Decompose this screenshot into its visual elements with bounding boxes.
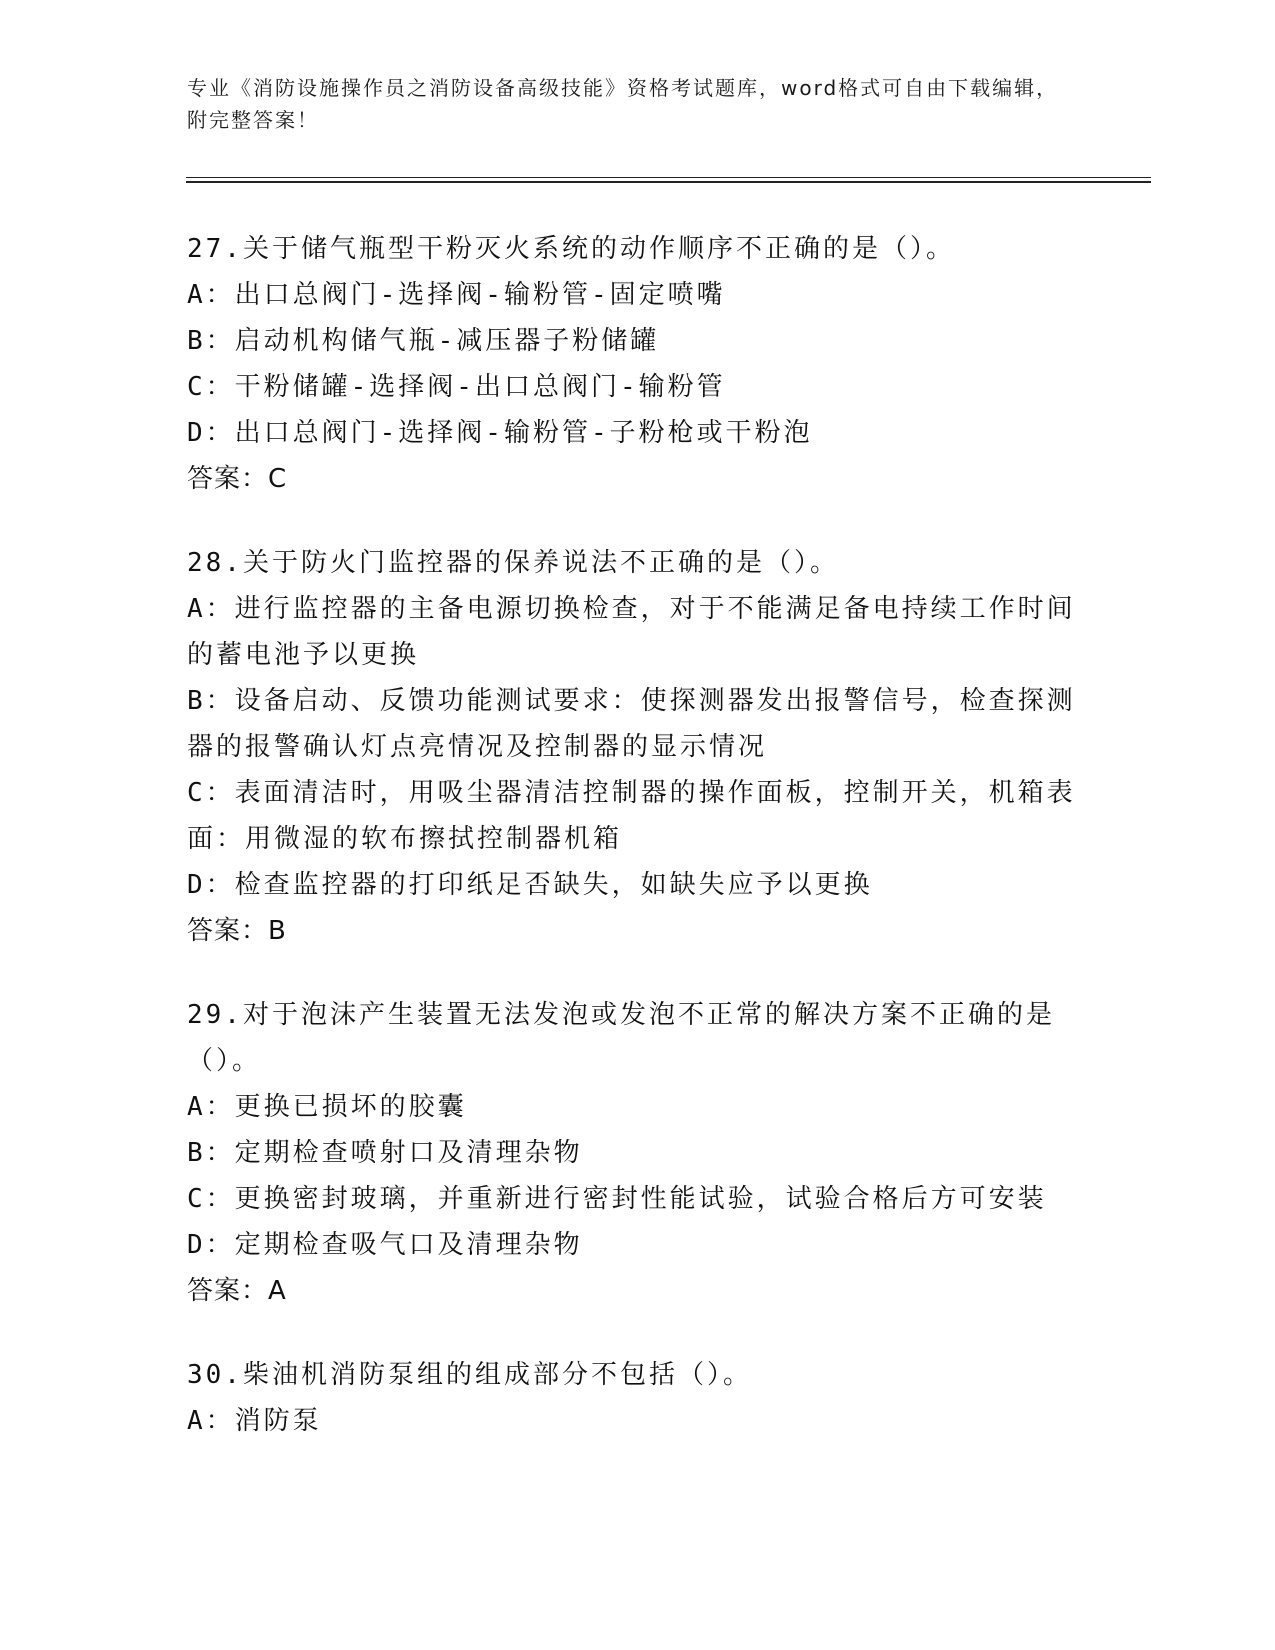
header-divider-bottom [186, 181, 1151, 183]
option-c: C：表面清洁时，用吸尘器清洁控制器的操作面板，控制开关，机箱表面：用微湿的软布擦拭控制器机箱 [187, 778, 1076, 854]
option-c: C：更换密封玻璃，并重新进行密封性能试验，试验合格后方可安装 [187, 1184, 1047, 1214]
question-stem: 27.关于储气瓶型干粉灭火系统的动作顺序不正确的是（）。 [187, 234, 955, 264]
option-a: A：出口总阀门-选择阀-输粉管-固定喷嘴 [187, 280, 726, 310]
option-b: B：定期检查喷射口及清理杂物 [187, 1138, 583, 1168]
question-30 [187, 1352, 1087, 1444]
option-a: A：更换已损坏的胶囊 [187, 1092, 467, 1122]
question-stem: 30.柴油机消防泵组的组成部分不包括（）。 [187, 1360, 752, 1390]
document-header: 专业《消防设施操作员之消防设备高级技能》资格考试题库，word格式可自由下载编辑，附完整答案！ [187, 76, 1059, 132]
answer-line: 答案：C [187, 464, 288, 494]
question-stem: 29.对于泡沫产生装置无法发泡或发泡不正常的解决方案不正确的是（）。 [187, 1000, 1055, 1076]
option-a: A：消防泵 [187, 1406, 322, 1436]
option-b: B：启动机构储气瓶-减压器子粉储罐 [187, 326, 660, 356]
answer-line: 答案：B [187, 916, 287, 946]
option-d: D：检查监控器的打印纸足否缺失，如缺失应予以更换 [187, 870, 873, 900]
question-list [187, 226, 1087, 1482]
question-27 [187, 226, 1087, 502]
question-28 [187, 540, 1087, 954]
header-divider-top [186, 177, 1151, 178]
option-d: D：定期检查吸气口及清理杂物 [187, 1230, 583, 1260]
option-c: C：干粉储罐-选择阀-出口总阀门-输粉管 [187, 372, 726, 402]
option-a: A：进行监控器的主备电源切换检查，对于不能满足备电持续工作时间的蓄电池予以更换 [187, 594, 1076, 670]
answer-line: 答案：A [187, 1276, 287, 1306]
option-b: B：设备启动、反馈功能测试要求：使探测器发出报警信号，检查探测器的报警确认灯点亮情况及控制器的显示情况 [187, 686, 1076, 762]
option-d: D：出口总阀门-选择阀-输粉管-子粉枪或干粉泡 [187, 418, 813, 448]
question-stem: 28.关于防火门监控器的保养说法不正确的是（）。 [187, 548, 839, 578]
question-29 [187, 992, 1087, 1314]
